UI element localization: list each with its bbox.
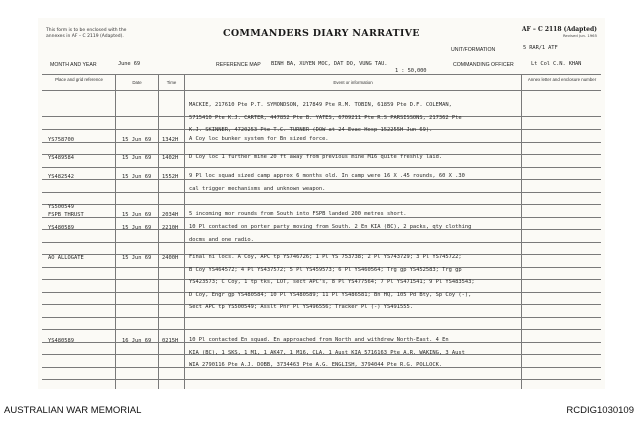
event-line: 9 Pl loc squad sized camp approx 6 months old. In camp were 16 X .45 rounds, 60 X .30 bbox=[189, 173, 465, 179]
col-header-time: Time bbox=[166, 80, 177, 85]
entry-place-secondary: FSPB THRUST bbox=[48, 212, 84, 218]
col-header-place: Place and grid reference bbox=[55, 77, 103, 82]
event-line: Final ni locs. A Coy, APC tp YS746726; 1 Pl YS 753738; 2 Pl YS743729; 3 Pl YS745722; bbox=[189, 254, 462, 260]
event-line: YS423573; C Coy, 1 tp tks, LOT, sect APC's, 8 Pl YS477564; 7 Pl YS471541; 9 Pl YS483543; bbox=[189, 279, 475, 285]
event-line: K.J. SKINNER, 4720253 Pte T.C. TURNER (DOW at 24 Evac Hosp 152255H Jun 69). bbox=[189, 127, 433, 133]
event-line: 5715410 Pte K.J. CARTER, 447852 Pte B. YATES, 6709211 Pte R.S PARSISSONS, 217362 Pte bbox=[189, 114, 462, 121]
entry-place: YS480589 bbox=[48, 225, 74, 231]
month-value: June 69 bbox=[118, 61, 141, 67]
event-text bbox=[189, 334, 514, 372]
form-note-line: This form is to be enclosed with the bbox=[46, 28, 127, 33]
form-revised: Revised Jun. 1965 bbox=[562, 33, 597, 38]
form-note-line: annexes in AF – C 2119 (Adapted). bbox=[46, 33, 124, 39]
rule bbox=[42, 167, 601, 168]
record-id: RCDIG1030109 bbox=[566, 405, 634, 416]
month-label: MONTH AND YEAR bbox=[50, 62, 97, 68]
entry-time: 0215H bbox=[162, 338, 179, 344]
col-header-date: Date bbox=[132, 80, 142, 85]
event-text bbox=[189, 251, 514, 314]
rule bbox=[42, 329, 601, 330]
event-text bbox=[189, 133, 514, 146]
entry-place: YS489584 bbox=[48, 155, 74, 161]
entry-date: 15 Jun 69 bbox=[122, 255, 152, 261]
event-line: 5 incoming mor rounds from South into FSPB landed 200 metres short. bbox=[189, 211, 407, 217]
event-text bbox=[189, 151, 514, 164]
entry-date: 15 Jun 69 bbox=[122, 174, 152, 180]
event-line: MACKIE, 217610 Pte P.T. SYMONDSON, 217849 Pte R.M. TOBIN, 61859 Pte D.F. COLEMAN, bbox=[189, 102, 452, 108]
form-id: AF – C 2118 (Adapted) bbox=[521, 26, 597, 33]
entry-time: 1402H bbox=[162, 155, 179, 161]
event-line: D Coy, Engr gp YS480584; 10 Pl YS480589; 11 Pl YS486581; Bn HQ, 105 Pd Bty, Sp Coy (-), bbox=[189, 291, 472, 298]
diary-sheet bbox=[38, 18, 605, 389]
event-line: 10 Pl contacted on porter party moving from South. 2 En KIA (BC), 2 packs, qty clothing bbox=[189, 224, 472, 230]
entry-time: 1552H bbox=[162, 174, 179, 180]
co-label: COMMANDING OFFICER bbox=[453, 62, 514, 68]
entry-time: 1342H bbox=[162, 137, 179, 143]
entry-date: 15 Jun 69 bbox=[122, 225, 152, 231]
refmap-value: BINH BA, XUYEN MOC, DAT DO, VUNG TAU. bbox=[271, 61, 388, 67]
event-line: WIA 2790116 Pte A.J. DOBB, 3734463 Pte A.G. ENGLISH, 3794044 Pte R.G. POLLOCK. bbox=[189, 362, 443, 368]
co-value: Lt Col C.N. KHAN bbox=[531, 61, 582, 67]
rule bbox=[42, 90, 601, 91]
entry-date: 15 Jun 69 bbox=[122, 137, 152, 143]
unit-value: 5 RAR/1 ATF bbox=[523, 45, 558, 51]
archive-credit: AUSTRALIAN WAR MEMORIAL bbox=[4, 405, 142, 416]
page-title: COMMANDERS DIARY NARRATIVE bbox=[223, 28, 420, 39]
event-text bbox=[189, 221, 514, 246]
event-line: KIA (BC), 1 SKS, 1 M1, 1 AK47, 1 M16, CLA. 1 Aust KIA 5716163 Pte A.R. WAKING, 3 Aust bbox=[189, 349, 465, 356]
entry-time: 2034H bbox=[162, 212, 179, 218]
unit-label: UNIT/FORMATION bbox=[451, 47, 496, 53]
event-text bbox=[189, 208, 514, 221]
form-note bbox=[46, 28, 126, 39]
event-text bbox=[189, 170, 514, 195]
rule bbox=[42, 74, 601, 75]
entry-place: YS480589 bbox=[48, 338, 74, 344]
col-header-annex: Annex letter and enclosure number bbox=[527, 77, 597, 82]
entry-place: YS500549 bbox=[48, 204, 74, 210]
entry-date: 15 Jun 69 bbox=[122, 155, 152, 161]
rule bbox=[42, 317, 601, 318]
rule bbox=[42, 379, 601, 380]
rule bbox=[42, 204, 601, 205]
event-text bbox=[189, 99, 514, 137]
entry-place: YS482542 bbox=[48, 174, 74, 180]
event-line: A Coy loc bunker system for Bn sized force. bbox=[189, 136, 329, 142]
entry-time: 2400H bbox=[162, 255, 179, 261]
refmap-label: REFERENCE MAP bbox=[216, 62, 261, 68]
entry-date: 16 Jun 69 bbox=[122, 338, 152, 344]
entry-place: YS758700 bbox=[48, 137, 74, 143]
event-line: 10 Pl contacted En squad. En approached from North and withdrew North-East. 4 En bbox=[189, 337, 449, 343]
event-line: cal trigger mechanisms and unknown weapon. bbox=[189, 185, 326, 192]
event-line: B Coy YS464572; 4 Pl YS437572; 5 Pl YS459573; 6 Pl YS460564; Trg gp YS452583; Trg gp bbox=[189, 266, 462, 273]
event-line: docms and one radio. bbox=[189, 236, 254, 243]
entry-place: AO ALLOGATE bbox=[48, 255, 84, 261]
event-line: Sect APC tp YS500549; Asslt Pnr Pl YS496556; Tracker Pl (-) YS491555. bbox=[189, 304, 413, 310]
refmap-scale: 1 : 50,000 bbox=[395, 68, 427, 74]
col-header-events: Event or information bbox=[333, 80, 373, 85]
entry-time: 2210H bbox=[162, 225, 179, 231]
event-line: D Coy loc 1 further mine 20 ft away from previous mine M16 quite freshly laid. bbox=[189, 154, 443, 160]
entry-date: 15 Jun 69 bbox=[122, 212, 152, 218]
